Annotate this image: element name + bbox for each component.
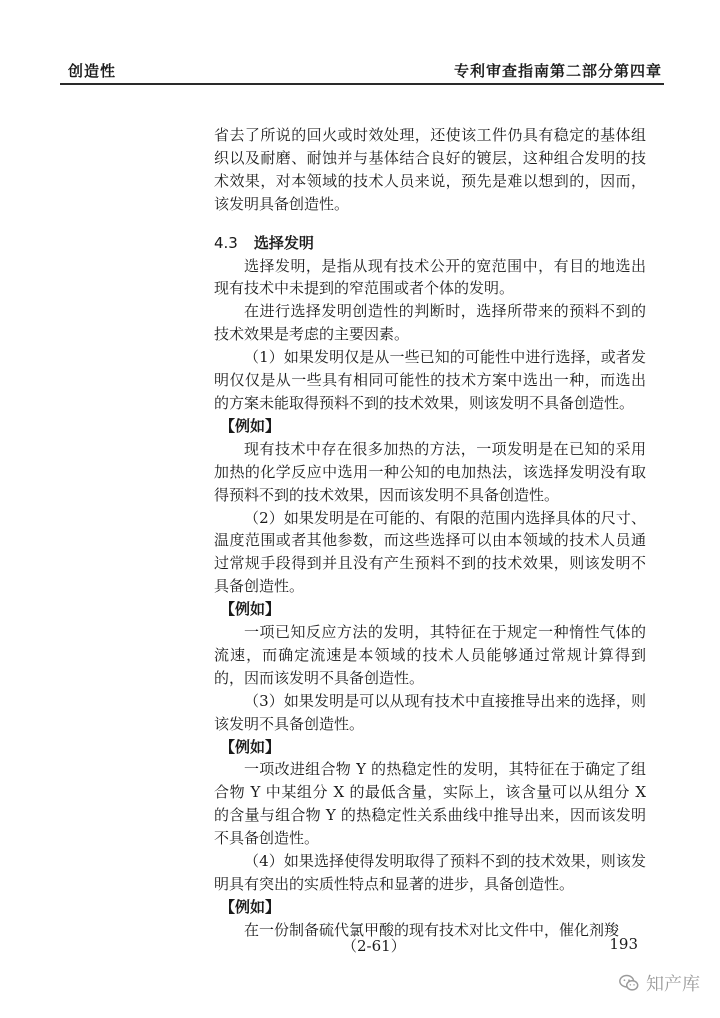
section-number: 4.3 (214, 233, 238, 252)
example-text-2: 一项已知反应方法的发明，其特征在于规定一种惰性气体的流速，而确定流速是本领域的技术人员能够通过常规计算得到的，因而该发明不具备创造性。 (214, 623, 646, 687)
example-label: 【例如】 (220, 737, 281, 756)
example-text-4: 在一份制备硫代氯甲酸的现有技术对比文件中，催化剂羧 (244, 920, 620, 939)
paragraph-definition: 选择发明，是指从现有技术公开的宽范围中，有目的地选出现有技术中未提到的窄范围或者个体的发明。 (214, 256, 646, 298)
footer-page-reference: （2-61） (342, 937, 406, 955)
section-title: 选择发明 (253, 233, 314, 252)
paragraph-continuation: 省去了所说的回火或时效处理，还使该工件仍具有稳定的基体组织以及耐磨、耐蚀并与基体结合良好的镀层，这种组合发明的技术效果，对本领域的技术人员来说，预先是难以想到的，因而，该发明具备创造性。 (214, 126, 646, 213)
paragraph-judgement: 在进行选择发明创造性的判断时，选择所带来的预料不到的技术效果是考虑的主要因素。 (214, 302, 646, 344)
example-label: 【例如】 (220, 897, 281, 916)
watermark (618, 970, 700, 996)
footer-page-number: 193 (609, 935, 638, 953)
page-body (214, 124, 646, 942)
example-text-1: 现有技术中存在很多加热的方法，一项发明是在已知的采用加热的化学反应中选用一种公知的电加热法，该选择发明没有取得预料不到的技术效果，因而该发明不具备创造性。 (214, 439, 646, 504)
paragraph-case-3: （3）如果发明是可以从现有技术中直接推导出来的选择，则该发明不具备创造性。 (214, 691, 646, 733)
paragraph-case-1: （1）如果发明仅是从一些已知的可能性中进行选择，或者发明仅仅是从一些具有相同可能性的技术方案中选出一种，而选出的方案未能取得预料不到的技术效果，则该发明不具备创造性。 (214, 348, 646, 412)
section-heading (214, 232, 646, 255)
running-header-chapter: 创造性 (68, 62, 117, 80)
running-header-title: 专利审查指南第二部分第四章 (453, 62, 662, 80)
header-divider (60, 83, 664, 85)
example-text-3: 一项改进组合物 Y 的热稳定性的发明，其特征在于确定了组合物 Y 中某组分 X 的最低含量，实际上，该含量可以从组分 X 的含量与组合物 Y 的热稳定性关系曲线中推导出来，因而该发明不具备创造性。 (214, 760, 646, 848)
example-label: 【例如】 (220, 600, 281, 619)
paragraph-case-2: （2）如果发明是在可能的、有限的范围内选择具体的尺寸、温度范围或者其他参数，而这些选择可以由本领域的技术人员通过常规手段得到并且没有产生预料不到的技术效果，则该发明不具备创造性。 (214, 508, 646, 596)
example-label: 【例如】 (220, 416, 281, 435)
paragraph-case-4: （4）如果选择使得发明取得了预料不到的技术效果，则该发明具有突出的实质性特点和显著的进步，具备创造性。 (214, 852, 646, 893)
watermark-text: 知产库 (646, 974, 700, 995)
wechat-icon (618, 972, 640, 994)
